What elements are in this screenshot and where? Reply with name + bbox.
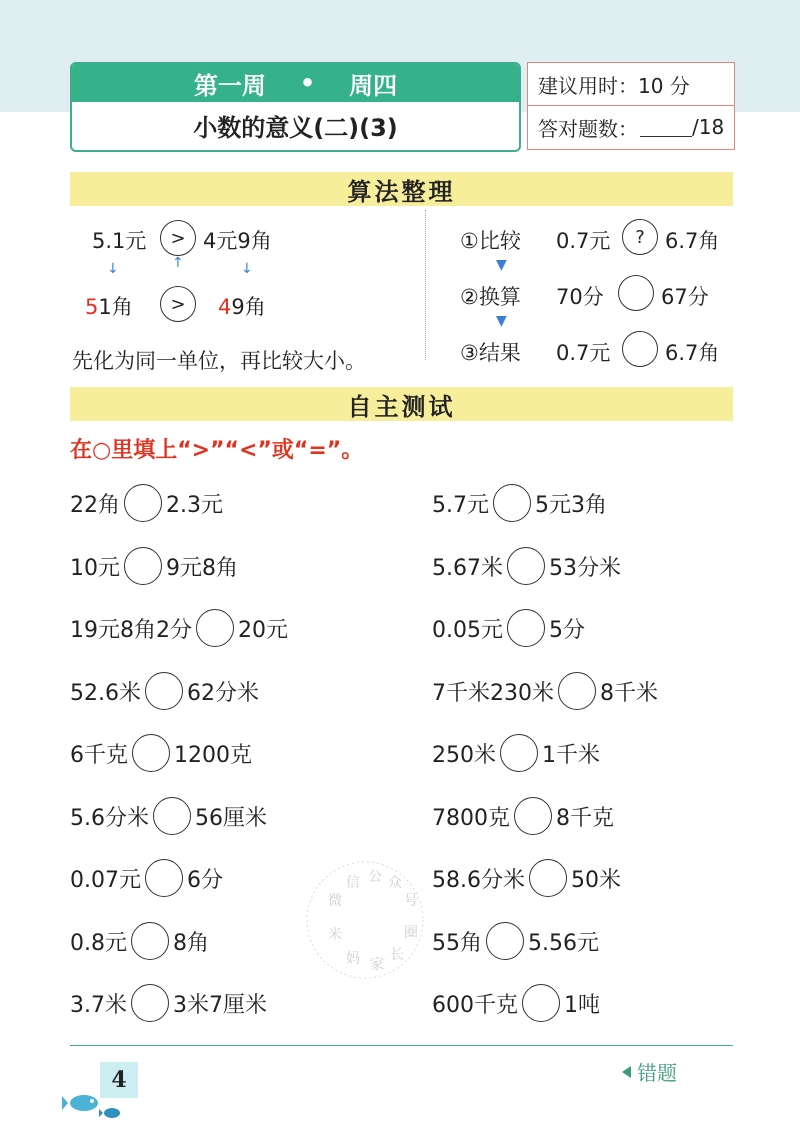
problem-left-value: 58.6分米 [432,867,525,893]
comparison-problem [432,983,600,1023]
svg-text:家: 家 [370,957,384,973]
step-3-label: ③结果 [460,341,521,365]
divider-line [425,210,426,360]
step-1-right: 6.7角 [665,229,720,253]
problem-left-value: 7千米230米 [432,680,554,706]
page-number: 4 [100,1062,138,1098]
problem-left-value: 3.7米 [70,992,127,1018]
problem-right-value: 3米7厘米 [173,992,267,1018]
problem-left-value: 5.7元 [432,492,489,518]
problem-right-value: 1吨 [564,992,600,1018]
example-right-top: 4元9角 [203,229,272,253]
svg-text:妈: 妈 [346,951,360,967]
problem-right-value: 1200克 [174,742,252,768]
comparison-problem [70,921,209,961]
watermark-stamp [300,855,430,985]
problem-left-value: 10元 [70,555,120,581]
problem-left-value: 6千克 [70,742,128,768]
step-2-left: 70分 [556,285,604,309]
comparison-problem [70,858,223,898]
score-label: 答对题数： [538,116,638,141]
answer-circle[interactable] [131,984,169,1022]
example-left-top: 5.1元 [92,229,147,253]
comparison-problem [432,733,600,773]
problem-right-value: 6分 [187,867,223,893]
problem-left-value: 52.6米 [70,680,141,706]
comparison-problem [70,483,223,523]
problem-right-value: 8千克 [556,805,614,831]
svg-text:米: 米 [328,927,342,943]
step-3-circle [622,331,658,367]
problem-right-value: 9元8角 [166,555,238,581]
svg-text:众: 众 [388,875,402,891]
problem-left-value: 22角 [70,492,120,518]
comparison-problem [70,608,288,648]
comparison-problem [432,921,599,961]
answer-circle[interactable] [124,484,162,522]
highlight-digit: 5 [85,295,99,319]
step-2-label: ②换算 [460,285,521,309]
triangle-left-icon [622,1066,631,1078]
down-arrow-icon: ↓ [241,261,253,277]
problem-right-value: 8千米 [600,680,658,706]
wrong-questions-label: 错题 [637,1061,677,1085]
answer-circle[interactable] [558,672,596,710]
comparison-problem [70,671,259,711]
comparison-problem [432,608,585,648]
example-left-bottom [85,291,133,321]
comparison-problem [70,733,252,773]
svg-text:信: 信 [346,875,360,891]
problem-right-value: 5分 [549,617,585,643]
answer-circle[interactable] [153,797,191,835]
problem-left-value: 7800克 [432,805,510,831]
suggested-time-text: 建议用时：10 分 [538,73,690,98]
answer-circle[interactable] [124,547,162,585]
problem-left-value: 19元8角2分 [70,617,192,643]
problem-right-value: 56厘米 [195,805,267,831]
problem-right-value: 50米 [571,867,621,893]
problem-right-value: 5元3角 [535,492,607,518]
example-right-bottom-unit: 9角 [231,295,266,319]
example-sign-bottom: > [160,286,196,322]
answer-circle[interactable] [145,859,183,897]
down-arrow-icon: ▼ [496,257,507,273]
example-sign-top: > [160,220,196,256]
comparison-problem [70,983,267,1023]
lesson-header [70,62,521,152]
problem-right-value: 2.3元 [166,492,223,518]
step-2-right: 67分 [661,285,709,309]
answer-circle[interactable] [507,547,545,585]
section-self-test-title: 自主测试 [70,387,733,421]
problem-left-value: 250米 [432,742,496,768]
suggested-time [528,63,734,105]
lesson-title: 小数的意义(二)(3) [193,113,398,142]
answer-circle[interactable] [132,734,170,772]
step-1-circle: ? [622,219,658,255]
problem-right-value: 5.56元 [528,930,599,956]
answer-circle[interactable] [486,922,524,960]
answer-circle[interactable] [196,609,234,647]
step-2-circle [618,275,654,311]
step-3-right: 6.7角 [665,341,720,365]
example-left-bottom-unit: 1角 [98,295,133,319]
comparison-problem [432,671,658,711]
method-note: 先化为同一单位，再比较大小。 [72,349,366,373]
step-1-label: ①比较 [460,229,521,253]
down-arrow-icon: ▼ [496,313,507,329]
problem-right-value: 20元 [238,617,288,643]
problem-left-value: 0.8元 [70,930,127,956]
example-right-bottom [218,291,266,321]
footer-line [70,1045,733,1046]
answer-circle[interactable] [522,984,560,1022]
comparison-problem [432,546,621,586]
answer-circle[interactable] [529,859,567,897]
score-total: /18 [692,115,725,139]
problem-right-value: 53分米 [549,555,621,581]
problem-right-value: 62分米 [187,680,259,706]
separator-dot: • [299,69,316,97]
instruction: 在○里填上“>”“<”或“=”。 [70,438,364,463]
problem-left-value: 5.67米 [432,555,503,581]
down-arrow-icon: ↓ [107,261,119,277]
answer-circle[interactable] [500,734,538,772]
score-blank[interactable] [640,118,692,137]
week-day-banner [72,64,519,102]
comparison-problem [432,483,607,523]
step-1-left: 0.7元 [556,229,611,253]
comparison-problem [70,546,238,586]
problem-left-value: 5.6分米 [70,805,149,831]
score-row [528,105,734,148]
comparison-problem [70,796,267,836]
up-arrow-icon: ↑ [172,255,184,271]
problem-left-value: 0.05元 [432,617,503,643]
comparison-problem [432,796,614,836]
problem-left-value: 55角 [432,930,482,956]
section-algorithm-title: 算法整理 [70,172,733,206]
wrong-questions-link[interactable] [622,1057,677,1086]
fish-decoration-icon [62,1085,132,1125]
week-label: 第一周 [193,71,266,100]
day-label: 周四 [349,71,398,100]
step-3-left: 0.7元 [556,341,611,365]
answer-circle[interactable] [145,672,183,710]
problem-right-value: 8角 [173,930,209,956]
answer-circle[interactable] [493,484,531,522]
comparison-problem [432,858,621,898]
answer-circle[interactable] [131,922,169,960]
problem-left-value: 0.07元 [70,867,141,893]
svg-text:公: 公 [368,869,382,885]
svg-text:微: 微 [328,893,342,909]
problem-right-value: 1千米 [542,742,600,768]
svg-text:长: 长 [390,947,404,963]
answer-circle[interactable] [507,609,545,647]
answer-circle[interactable] [514,797,552,835]
info-box [527,62,735,150]
svg-text:圈: 圈 [404,925,418,941]
svg-text:号: 号 [404,893,418,909]
problem-left-value: 600千克 [432,992,518,1018]
highlight-digit: 4 [218,295,232,319]
